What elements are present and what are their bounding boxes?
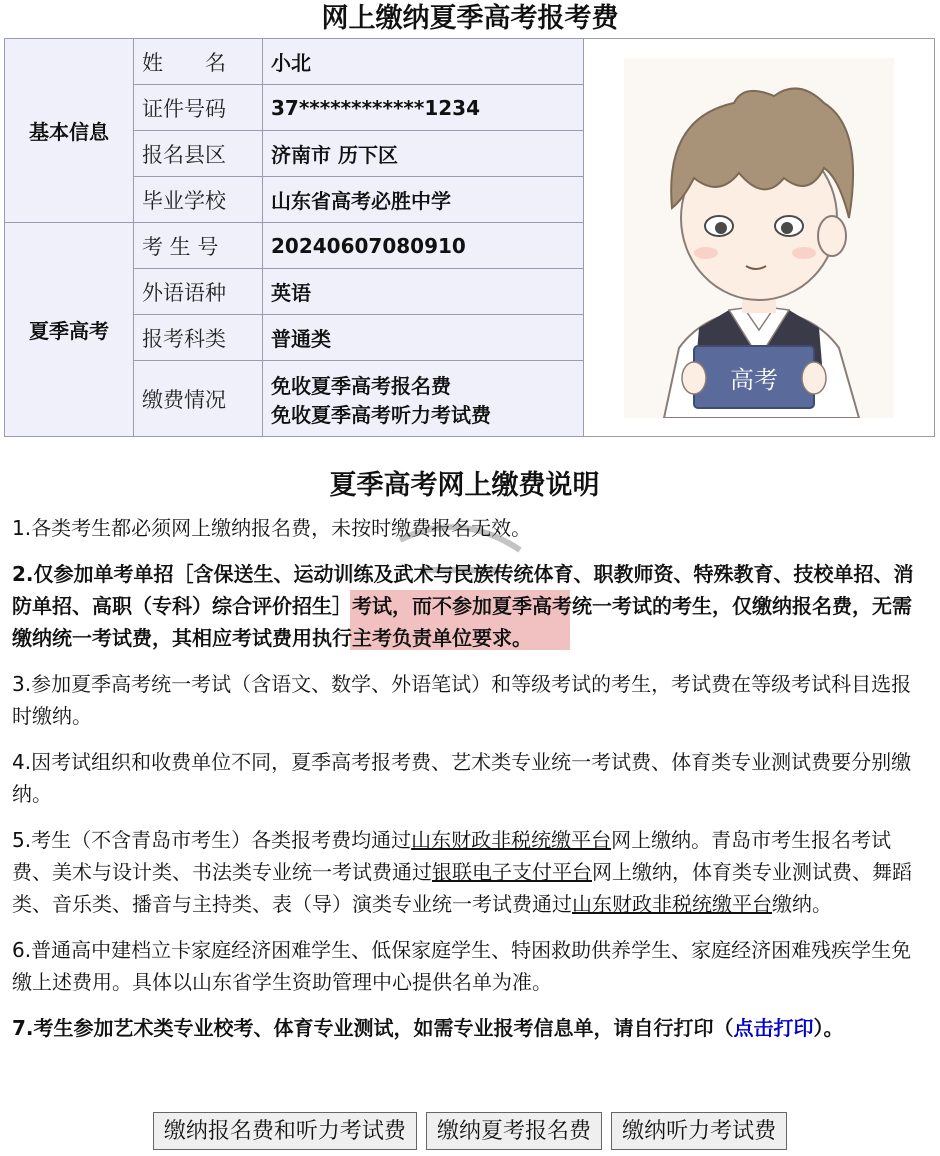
avatar-illustration <box>624 58 894 418</box>
value-candidate-number: 20240607080910 <box>263 223 584 269</box>
label-exam-category: 报考科类 <box>134 315 263 361</box>
label-id-number: 证件号码 <box>134 85 263 131</box>
note-item-5 <box>12 824 917 920</box>
print-link[interactable]: 点击打印 <box>733 1016 814 1040</box>
note-item-1: 1.各类考生都必须网上缴纳报名费，未按时缴费报名无效。 <box>12 516 532 540</box>
group-basic-info: 基本信息 <box>5 39 134 223</box>
value-payment-status <box>263 361 584 437</box>
photo-cell <box>584 39 935 437</box>
note-item-3: 3.参加夏季高考统一考试（含语文、数学、外语笔试）和等级考试的考生，考试费在等级考试科目选报时缴纳。 <box>12 672 912 728</box>
value-id-number: 37************1234 <box>263 85 584 131</box>
pay-registration-button[interactable]: 缴纳夏考报名费 <box>426 1112 602 1150</box>
label-name: 姓 名 <box>134 39 263 85</box>
payment-status-line-2: 免收夏季高考听力考试费 <box>271 402 491 427</box>
notes-title: 夏季高考网上缴费说明 <box>329 470 600 501</box>
note-item-5-text-3: 网上缴纳，体育类专业测试费、舞蹈类、音乐类、播音与主持类、表（导）演类专业统一考试费通过 <box>12 860 912 916</box>
payment-notes <box>12 466 917 1058</box>
pay-listening-button[interactable]: 缴纳听力考试费 <box>611 1112 787 1150</box>
payment-buttons <box>0 1112 940 1150</box>
value-district: 济南市 历下区 <box>263 131 584 177</box>
link-shandong-finance-platform[interactable]: 山东财政非税统缴平台 <box>411 828 612 852</box>
payment-status-line-1: 免收夏季高考报名费 <box>271 373 451 398</box>
value-school: 山东省高考必胜中学 <box>263 177 584 223</box>
label-district: 报名县区 <box>134 131 263 177</box>
note-item-4: 4.因考试组织和收费单位不同，夏季高考报考费、艺术类专业统一考试费、体育类专业测试费要分别缴纳。 <box>12 750 912 806</box>
label-school: 毕业学校 <box>134 177 263 223</box>
note-item-7-text-2: ）。 <box>813 1016 844 1040</box>
note-item-5-text-1: 5.考生（不含青岛市考生）各类报考费均通过 <box>12 828 412 852</box>
page-title: 网上缴纳夏季高考报考费 <box>321 3 619 34</box>
group-summer-exam: 夏季高考 <box>5 223 134 437</box>
value-exam-category: 普通类 <box>263 315 584 361</box>
label-payment-status: 缴费情况 <box>134 361 263 437</box>
note-item-5-text-2: 网上缴纳。青岛市考生报名考试费、美术与设计类、书法类专业统一考试费通过 <box>12 828 892 884</box>
note-item-7 <box>12 1012 917 1044</box>
info-table <box>4 38 935 437</box>
value-foreign-language: 英语 <box>263 269 584 315</box>
note-item-6: 6.普通高中建档立卡家庭经济困难学生、低保家庭学生、特困救助供养学生、家庭经济困难残疾学生免缴上述费用。具体以山东省学生资助管理中心提供名单为准。 <box>12 938 912 994</box>
note-item-7-text-1: 7.考生参加艺术类专业校考、体育专业测试，如需专业报考信息单，请自行打印（ <box>12 1016 734 1040</box>
pay-both-button[interactable]: 缴纳报名费和听力考试费 <box>153 1112 417 1150</box>
book-text: 高考 <box>730 365 778 394</box>
label-foreign-language: 外语语种 <box>134 269 263 315</box>
candidate-photo <box>624 58 894 418</box>
label-candidate-number: 考 生 号 <box>134 223 263 269</box>
link-unionpay-platform[interactable]: 银联电子支付平台 <box>432 860 592 884</box>
value-name: 小北 <box>263 39 584 85</box>
note-item-5-text-4: 缴纳。 <box>772 892 832 916</box>
note-item-2: 2.仅参加单考单招［含保送生、运动训练及武术与民族传统体育、职教师资、特殊教育、技校单招、消防单招、高职（专科）综合评价招生］考试，而不参加夏季高考统一考试的考生，仅缴纳报名费，无需缴纳统一考试费，其相应考试费用执行主考负责单位要求。 <box>12 562 914 650</box>
link-shandong-finance-platform-2[interactable]: 山东财政非税统缴平台 <box>572 892 772 916</box>
